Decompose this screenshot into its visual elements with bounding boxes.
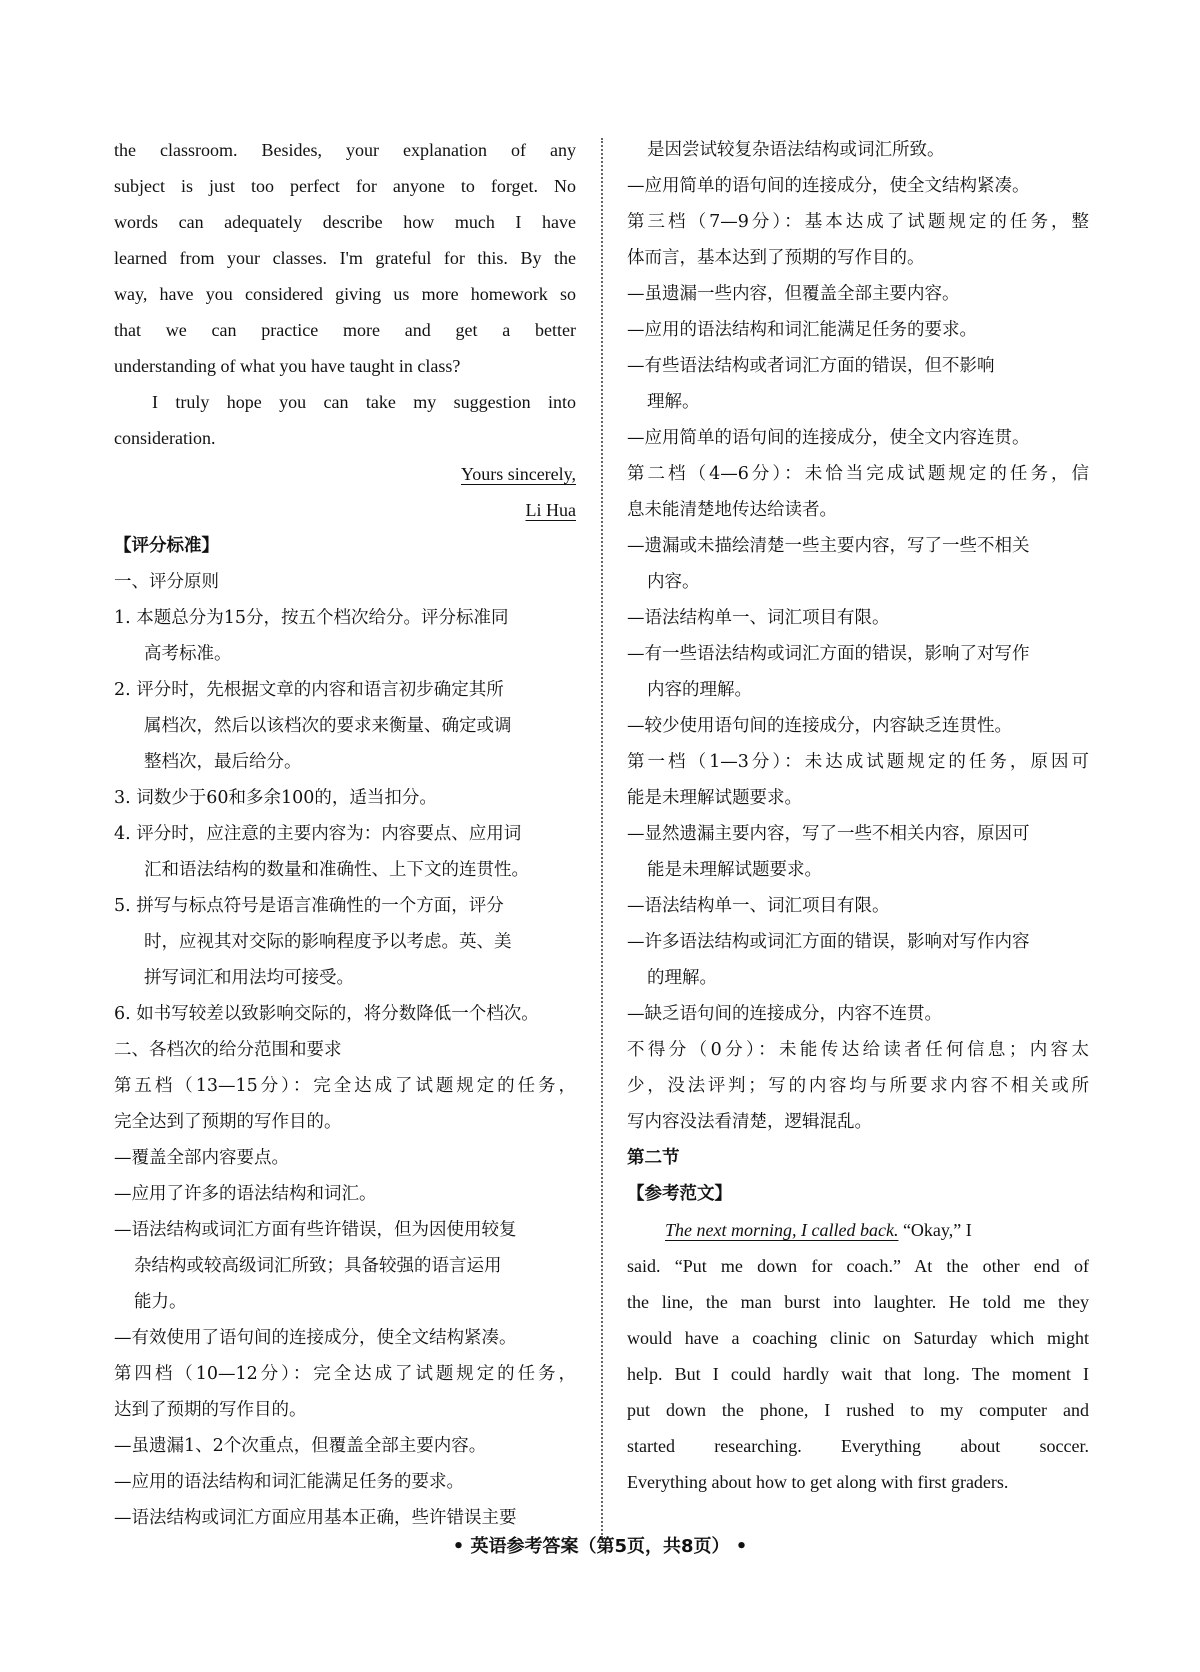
grade-item: 能是未理解试题要求。 <box>647 860 822 880</box>
grade-item: —缺乏语句间的连接成分，内容不连贯。 <box>627 1004 942 1024</box>
rule-item: 整档次，最后给分。 <box>144 752 302 772</box>
grade-item: —语法结构或词汇方面应用基本正确，些许错误主要 <box>114 1508 517 1528</box>
letter-line: understanding of what you have taught in class? <box>114 356 461 376</box>
grade-title: 第一档（1—3分）：未达成试题规定的任务，原因可 <box>627 752 1089 772</box>
grade-item: —显然遗漏主要内容，写了一些不相关内容，原因可 <box>627 824 1030 844</box>
letter-closing: consideration. <box>114 428 216 448</box>
section-label: 第二节 <box>627 1148 680 1168</box>
rule-item: 1. 本题总分为15分，按五个档次给分。评分标准同 <box>114 608 509 628</box>
sample-line: put down the phone, I rushed to my computer and <box>627 1400 1089 1420</box>
sign-off: Yours sincerely, <box>461 464 576 484</box>
grade-item: —有些语法结构或者词汇方面的错误，但不影响 <box>627 356 995 376</box>
section-title: 一、评分原则 <box>114 572 219 592</box>
grade-title: 完全达到了预期的写作目的。 <box>114 1112 342 1132</box>
grade-item: —虽遗漏1、2个次重点，但覆盖全部主要内容。 <box>114 1436 487 1456</box>
sample-line: the line, the man burst into laughter. He told me they <box>627 1292 1089 1312</box>
grade-item: 杂结构或较高级词汇所致；具备较强的语言运用 <box>134 1256 502 1276</box>
criteria-heading: 【评分标准】 <box>114 536 219 556</box>
grade-title: 第二档（4—6分）：未恰当完成试题规定的任务，信 <box>627 464 1089 484</box>
letter-line: learned from your classes. I'm grateful for this. By the <box>114 248 576 268</box>
sample-line: The next morning, I called back. “Okay,” I <box>665 1220 972 1240</box>
rule-item: 3. 词数少于60和多余100的，适当扣分。 <box>114 788 437 808</box>
grade-item: —较少使用语句间的连接成分，内容缺乏连贯性。 <box>627 716 1012 736</box>
grade-title: 能是未理解试题要求。 <box>627 788 802 808</box>
grade-item: —应用的语法结构和词汇能满足任务的要求。 <box>627 320 977 340</box>
sample-heading: 【参考范文】 <box>627 1184 732 1204</box>
rule-item: 高考标准。 <box>144 644 232 664</box>
letter-line: the classroom. Besides, your explanation of any <box>114 140 576 160</box>
letter-line: that we can practice more and get a better <box>114 320 576 340</box>
grade-item: —语法结构单一、词汇项目有限。 <box>627 608 890 628</box>
rule-item: 属档次，然后以该档次的要求来衡量、确定或调 <box>144 716 512 736</box>
grade-item: —虽遗漏一些内容，但覆盖全部主要内容。 <box>627 284 960 304</box>
rule-item: 2. 评分时，先根据文章的内容和语言初步确定其所 <box>114 680 504 700</box>
grade-item: —应用的语法结构和词汇能满足任务的要求。 <box>114 1472 464 1492</box>
grade-zero: 写内容没法看清楚，逻辑混乱。 <box>627 1112 872 1132</box>
column-divider <box>601 138 603 1538</box>
grade-item: —覆盖全部内容要点。 <box>114 1148 289 1168</box>
grade-item: —有一些语法结构或词汇方面的错误，影响了对写作 <box>627 644 1030 664</box>
grade-item: —许多语法结构或词汇方面的错误，影响对写作内容 <box>627 932 1030 952</box>
grade-item: 理解。 <box>647 392 700 412</box>
letter-line: way, have you considered giving us more homework so <box>114 284 576 304</box>
grade-item: 能力。 <box>134 1292 187 1312</box>
grade-item: 是因尝试较复杂语法结构或词汇所致。 <box>647 140 945 160</box>
signature: Li Hua <box>525 500 576 520</box>
rule-item: 时，应视其对交际的影响程度予以考虑。英、美 <box>144 932 512 952</box>
grade-item: —应用简单的语句间的连接成分，使全文内容连贯。 <box>627 428 1030 448</box>
rule-item: 汇和语法结构的数量和准确性、上下文的连贯性。 <box>144 860 529 880</box>
letter-line: words can adequately describe how much I have <box>114 212 576 232</box>
right-column <box>627 132 1089 1500</box>
rule-item: 5. 拼写与标点符号是语言准确性的一个方面，评分 <box>114 896 504 916</box>
grade-title: 第四档（10—12分）：完全达成了试题规定的任务， <box>114 1364 576 1384</box>
sample-line: started researching. Everything about soccer. <box>627 1436 1089 1456</box>
sample-opening: The next morning, I called back. <box>665 1220 899 1240</box>
grade-item: —有效使用了语句间的连接成分，使全文结构紧凑。 <box>114 1328 517 1348</box>
grade-zero: 少，没法评判；写的内容均与所要求内容不相关或所 <box>627 1076 1089 1096</box>
rule-item: 4. 评分时，应注意的主要内容为：内容要点、应用词 <box>114 824 522 844</box>
grade-item: —应用简单的语句间的连接成分，使全文结构紧凑。 <box>627 176 1030 196</box>
grade-title: 第五档（13—15分）：完全达成了试题规定的任务， <box>114 1076 576 1096</box>
grade-item: —遗漏或未描绘清楚一些主要内容，写了一些不相关 <box>627 536 1030 556</box>
sample-line: would have a coaching clinic on Saturday which might <box>627 1328 1089 1348</box>
grade-item: —应用了许多的语法结构和词汇。 <box>114 1184 377 1204</box>
letter-closing: I truly hope you can take my suggestion into <box>152 392 576 412</box>
page-footer: • 英语参考答案（第5页，共8页） • <box>452 1536 748 1557</box>
left-column <box>114 132 576 1536</box>
grade-item: —语法结构单一、词汇项目有限。 <box>627 896 890 916</box>
sample-line: Everything about how to get along with first graders. <box>627 1472 1009 1492</box>
letter-line: subject is just too perfect for anyone to forget. No <box>114 176 576 196</box>
grade-zero: 不得分（0分）：未能传达给读者任何信息；内容太 <box>627 1040 1089 1060</box>
grade-item: 内容的理解。 <box>647 680 752 700</box>
section-title: 二、各档次的给分范围和要求 <box>114 1040 342 1060</box>
grade-title: 第三档（7—9分）：基本达成了试题规定的任务，整 <box>627 212 1089 232</box>
grade-item: 的理解。 <box>647 968 717 988</box>
grade-title: 体而言，基本达到了预期的写作目的。 <box>627 248 925 268</box>
rule-item: 6. 如书写较差以致影响交际的，将分数降低一个档次。 <box>114 1004 539 1024</box>
grade-title: 达到了预期的写作目的。 <box>114 1400 307 1420</box>
rule-item: 拼写词汇和用法均可接受。 <box>144 968 354 988</box>
grade-item: —语法结构或词汇方面有些许错误，但为因使用较复 <box>114 1220 517 1240</box>
grade-title: 息未能清楚地传达给读者。 <box>627 500 837 520</box>
sample-line: said. “Put me down for coach.” At the other end of <box>627 1256 1089 1276</box>
sample-line: help. But I could hardly wait that long. The moment I <box>627 1364 1089 1384</box>
grade-item: 内容。 <box>647 572 700 592</box>
